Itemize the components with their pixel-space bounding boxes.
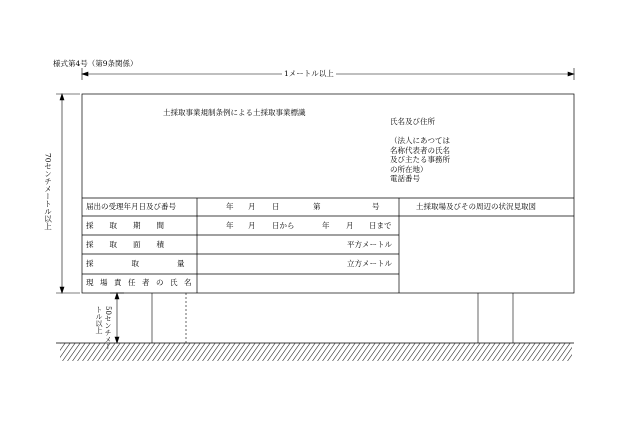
clearance-label: 50センチメートル以上 [95, 306, 112, 350]
sign-title: 土採取事業規制条例による土採取事業標識 [163, 108, 306, 117]
owner-line: 氏名及び住所 [390, 117, 435, 126]
row-value-part: 年 [226, 221, 234, 230]
row-value-part: 日 [272, 202, 280, 211]
volume-unit: 立方メートル [347, 259, 392, 268]
row-label: 採取期間 [86, 221, 180, 230]
row-value-part: 年 [226, 202, 234, 211]
row-value-part: 第 [313, 202, 321, 211]
ground [56, 343, 574, 361]
owner-info [390, 117, 450, 184]
row-value-part: 号 [372, 202, 380, 211]
row-label: 採取面積 [86, 240, 180, 249]
area-unit: 平方メートル [347, 240, 392, 249]
row-value-part: 年 [322, 221, 330, 230]
sign-posts [152, 293, 513, 343]
owner-line: 電話番号 [390, 174, 420, 183]
row-label: 採取量 [86, 259, 223, 268]
owner-line: の所在地） [390, 164, 428, 174]
owner-line: 名称代表者の氏名 [390, 145, 450, 155]
row-value-part: 月 [248, 202, 256, 211]
row-value-part: 月 [346, 221, 354, 230]
width-label: 1メートル以上 [284, 69, 334, 78]
form-number: 様式第4号（第9条関係） [53, 59, 138, 68]
owner-line: 及び主たる事務所 [390, 155, 450, 164]
row-label: 届出の受理年月日及び番号 [86, 202, 176, 211]
height-dimension [56, 94, 80, 293]
owner-line [390, 127, 450, 137]
row-value-part: 月 [248, 221, 256, 230]
map-header: 土採取場及びその周辺の状況見取図 [416, 202, 536, 211]
owner-line: （法人にあつては [390, 136, 450, 145]
row-value-part: 日から [272, 221, 295, 230]
clearance-dimension [110, 293, 124, 343]
row-label: 現場責任者の氏名 [86, 278, 198, 287]
row-value-part: 日まで [369, 221, 392, 230]
height-label: 70センチメートル以上 [44, 150, 52, 233]
